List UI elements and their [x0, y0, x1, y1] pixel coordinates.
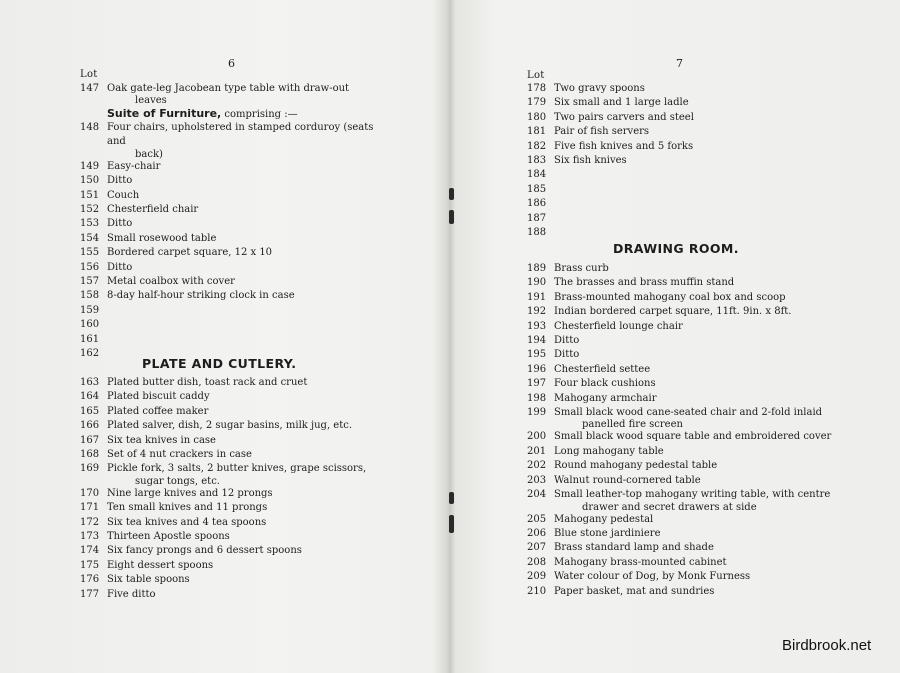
- lot-text: Couch: [107, 189, 140, 201]
- lot-text: Brass-mounted mahogany coal box and scoop: [554, 291, 786, 303]
- lot-number: 171: [80, 502, 100, 514]
- lot-description: [107, 318, 386, 332]
- lot-text: Mahogany armchair: [554, 392, 657, 404]
- lot-row: [527, 96, 845, 110]
- lot-row: [80, 121, 386, 160]
- lot-number: 149: [80, 160, 100, 172]
- lot-text: 8-day half-hour striking clock in case: [107, 290, 295, 302]
- lot-text: Chesterfield settee: [554, 363, 651, 375]
- lot-text: Chesterfield chair: [107, 204, 199, 216]
- lot-number: 197: [527, 378, 547, 390]
- section-heading-drawing-room: DRAWING ROOM.: [613, 241, 739, 256]
- lot-text: Five ditto: [107, 588, 156, 600]
- lot-text: Two pairs carvers and steel: [554, 111, 694, 123]
- lot-row: [527, 541, 845, 555]
- lot-description: [554, 474, 845, 488]
- lot-text: Four black cushions: [554, 378, 656, 390]
- lot-column-header: Lot: [80, 69, 98, 80]
- lot-text: Chesterfield lounge chair: [554, 320, 683, 332]
- lot-number: 175: [80, 559, 100, 571]
- lot-number: 188: [527, 227, 547, 239]
- lot-row: [527, 348, 845, 362]
- lot-row: [80, 530, 386, 544]
- lot-description: [107, 405, 386, 419]
- lot-description: [107, 217, 386, 231]
- lot-column-header: Lot: [527, 70, 545, 81]
- lot-description: [554, 377, 845, 391]
- lot-row: [527, 363, 845, 377]
- lot-description: [554, 320, 845, 334]
- lot-number: 208: [527, 556, 547, 568]
- page-number: 7: [676, 57, 683, 70]
- lot-row: [80, 462, 386, 486]
- lot-number: 209: [527, 571, 547, 583]
- lot-text: Six table spoons: [107, 574, 190, 586]
- lot-row: [527, 212, 845, 226]
- lot-row: [527, 320, 845, 334]
- lot-text: Pair of fish servers: [554, 126, 650, 138]
- lot-description: [107, 376, 386, 390]
- lot-row: [80, 559, 386, 573]
- lot-number: 182: [527, 140, 547, 152]
- lot-number: 180: [527, 111, 547, 123]
- lot-description: [554, 445, 845, 459]
- lot-row: [80, 448, 386, 462]
- lot-number: 157: [80, 276, 100, 288]
- lot-text: Mahogany brass-mounted cabinet: [554, 556, 727, 568]
- lot-number: 158: [80, 290, 100, 302]
- lot-description: [107, 203, 386, 217]
- lot-row: [527, 585, 845, 599]
- lot-text: Set of 4 nut crackers in case: [107, 449, 252, 461]
- lot-number: 193: [527, 320, 547, 332]
- lot-row: [80, 544, 386, 558]
- lot-number: 201: [527, 445, 547, 457]
- lot-text: Small black wood cane-seated chair and 2-fold inlaid: [554, 407, 823, 419]
- lot-number: 170: [80, 487, 100, 499]
- lot-text: Bordered carpet square, 12 x 10: [107, 247, 273, 259]
- lot-number: 160: [80, 319, 100, 331]
- lot-number: 159: [80, 304, 100, 316]
- lot-description: [554, 291, 845, 305]
- lot-number: 168: [80, 449, 100, 461]
- lot-text: Six tea knives and 4 tea spoons: [107, 516, 267, 528]
- lot-row: [80, 203, 386, 217]
- lot-text-continuation: leaves: [135, 95, 167, 107]
- lot-row: [527, 430, 845, 444]
- lot-description: [107, 559, 386, 573]
- lot-description: [107, 275, 386, 289]
- lot-text: Paper basket, mat and sundries: [554, 585, 715, 597]
- lot-number: 200: [527, 431, 547, 443]
- lot-description: [554, 348, 845, 362]
- lot-row: [527, 377, 845, 391]
- lot-description: [554, 226, 845, 240]
- lot-row: [80, 275, 386, 289]
- lot-text: Water colour of Dog, by Monk Furness: [554, 571, 751, 583]
- lot-text: Plated butter dish, toast rack and cruet: [107, 377, 308, 388]
- lot-number: 187: [527, 212, 547, 224]
- lot-row: [527, 406, 845, 430]
- lot-number: 190: [527, 277, 547, 289]
- lot-row: [527, 305, 845, 319]
- lot-row: [80, 261, 386, 275]
- lot-text: Round mahogany pedestal table: [554, 460, 718, 472]
- lot-number: 178: [527, 83, 547, 94]
- lot-row: [527, 140, 845, 154]
- lot-list-top: [80, 82, 386, 106]
- lot-number: 179: [527, 97, 547, 109]
- lot-row: [527, 570, 845, 584]
- lot-number: 173: [80, 531, 100, 543]
- lot-number: 206: [527, 527, 547, 539]
- lot-row: [80, 434, 386, 448]
- lot-description: [554, 392, 845, 406]
- lot-number: 151: [80, 189, 100, 201]
- lot-description: [107, 419, 386, 433]
- lot-description: [554, 262, 845, 276]
- lot-text: Ditto: [554, 349, 580, 361]
- lot-text: Small leather-top mahogany writing table, with centre: [554, 489, 831, 501]
- lot-text: Easy-chair: [107, 160, 161, 172]
- lot-number: 210: [527, 585, 547, 597]
- lot-description: [554, 556, 845, 570]
- lot-description: [554, 363, 845, 377]
- lot-text: Brass standard lamp and shade: [554, 542, 714, 554]
- lot-description: [107, 487, 386, 501]
- lot-description: [107, 333, 386, 347]
- lot-row: [527, 474, 845, 488]
- lot-description: [554, 488, 845, 512]
- lot-number: 199: [527, 407, 547, 419]
- lot-row: [80, 419, 386, 433]
- lot-list-bottom: [527, 262, 845, 599]
- lot-row: [527, 513, 845, 527]
- lot-number: 205: [527, 513, 547, 525]
- lot-description: [554, 585, 845, 599]
- lot-number: 198: [527, 392, 547, 404]
- watermark: Birdbrook.net: [782, 637, 872, 654]
- lot-row: [527, 445, 845, 459]
- lot-text: Long mahogany table: [554, 445, 664, 457]
- lot-text: Mahogany pedestal: [554, 513, 654, 525]
- lot-description: [107, 289, 386, 303]
- lot-number: 191: [527, 291, 547, 303]
- lot-text: Plated salver, dish, 2 sugar basins, milk jug, etc.: [107, 420, 353, 432]
- lot-number: 184: [527, 169, 547, 181]
- lot-description: [554, 183, 845, 197]
- lot-row: [80, 516, 386, 530]
- lot-number: 156: [80, 261, 100, 273]
- lot-list-top: [527, 82, 845, 240]
- lot-number: 162: [80, 348, 100, 360]
- lot-row: [527, 111, 845, 125]
- lot-row: [527, 527, 845, 541]
- lot-row: [527, 125, 845, 139]
- lot-description: [107, 573, 386, 587]
- suite-title: Suite of Furniture,: [107, 107, 222, 120]
- lot-list-mid: [80, 121, 386, 362]
- lot-row: [80, 588, 386, 602]
- lot-row: [80, 160, 386, 174]
- lot-row: [80, 304, 386, 318]
- lot-number: 183: [527, 155, 547, 167]
- lot-number: 174: [80, 545, 100, 557]
- lot-description: [107, 448, 386, 462]
- lot-row: [527, 291, 845, 305]
- lot-number: 176: [80, 574, 100, 586]
- lot-text: Six tea knives in case: [107, 434, 216, 446]
- lot-description: [107, 501, 386, 515]
- lot-description: [107, 261, 386, 275]
- right-page: [451, 0, 900, 673]
- lot-number: 194: [527, 335, 547, 347]
- left-page: [0, 0, 449, 673]
- lot-text: Small black wood square table and embroidered cover: [554, 431, 832, 443]
- lot-number: 181: [527, 126, 547, 138]
- lot-row: [527, 168, 845, 182]
- lot-description: [107, 246, 386, 260]
- lot-row: [80, 487, 386, 501]
- lot-description: [554, 334, 845, 348]
- lot-text: Four chairs, upholstered in stamped corduroy (seats and: [107, 122, 374, 148]
- lot-description: [554, 96, 845, 110]
- lot-number: 163: [80, 377, 100, 388]
- lot-row: [527, 556, 845, 570]
- lot-row: [527, 459, 845, 473]
- lot-number: 172: [80, 516, 100, 528]
- lot-row: [527, 334, 845, 348]
- lot-text: Six small and 1 large ladle: [554, 97, 689, 109]
- lot-description: [554, 430, 845, 444]
- lot-description: [107, 588, 386, 602]
- lot-description: [107, 434, 386, 448]
- lot-description: [107, 304, 386, 318]
- lot-description: [554, 406, 845, 430]
- lot-number: 169: [80, 463, 100, 475]
- lot-description: [107, 174, 386, 188]
- lot-number: 154: [80, 232, 100, 244]
- lot-text: Walnut round-cornered table: [554, 474, 701, 486]
- lot-row: [527, 226, 845, 240]
- lot-row: [527, 262, 845, 276]
- lot-text: Oak gate-leg Jacobean type table with draw-out: [107, 83, 350, 94]
- lot-text: Ditto: [107, 261, 133, 273]
- lot-description: [554, 527, 845, 541]
- lot-description: [554, 305, 845, 319]
- lot-number: 167: [80, 434, 100, 446]
- lot-description: [107, 462, 386, 486]
- lot-row: [80, 390, 386, 404]
- lot-number: 195: [527, 349, 547, 361]
- lot-text-continuation: drawer and secret drawers at side: [582, 501, 757, 513]
- lot-description: [107, 232, 386, 246]
- lot-text: Plated coffee maker: [107, 405, 209, 417]
- lot-number: 189: [527, 263, 547, 274]
- lot-description: [107, 516, 386, 530]
- lot-number: 155: [80, 247, 100, 259]
- lot-description: [554, 212, 845, 226]
- lot-text: Blue stone jardiniere: [554, 527, 661, 539]
- lot-text: Five fish knives and 5 forks: [554, 140, 694, 152]
- lot-row: [80, 501, 386, 515]
- lot-description: [554, 82, 845, 96]
- page-number: 6: [228, 57, 235, 70]
- lot-description: [554, 570, 845, 584]
- lot-row: [527, 82, 845, 96]
- lot-description: [107, 544, 386, 558]
- lot-number: 164: [80, 391, 100, 403]
- lot-description: [554, 513, 845, 527]
- lot-row: [80, 232, 386, 246]
- lot-text: Brass curb: [554, 263, 609, 274]
- lot-row: [80, 289, 386, 303]
- lot-number: 202: [527, 460, 547, 472]
- lot-description: [554, 168, 845, 182]
- lot-text: Nine large knives and 12 prongs: [107, 487, 273, 499]
- lot-text: Pickle fork, 3 salts, 2 butter knives, grape scissors,: [107, 463, 367, 475]
- lot-description: [107, 82, 386, 106]
- lot-description: [554, 140, 845, 154]
- lot-row: [80, 189, 386, 203]
- lot-text: Indian bordered carpet square, 11ft. 9in. x 8ft.: [554, 306, 792, 318]
- lot-number: 192: [527, 306, 547, 318]
- lot-description: [107, 121, 386, 160]
- lot-description: [554, 197, 845, 211]
- lot-description: [554, 541, 845, 555]
- lot-number: 148: [80, 122, 100, 133]
- section-heading-plate-cutlery: PLATE AND CUTLERY.: [142, 356, 297, 371]
- lot-row: [527, 276, 845, 290]
- lot-text: Ditto: [107, 175, 133, 187]
- lot-text: Small rosewood table: [107, 232, 217, 244]
- lot-number: 166: [80, 420, 100, 432]
- lot-text: Six fancy prongs and 6 dessert spoons: [107, 545, 302, 557]
- lot-text: The brasses and brass muffin stand: [554, 277, 735, 289]
- lot-row: [80, 318, 386, 332]
- lot-row: [80, 217, 386, 231]
- lot-number: 196: [527, 363, 547, 375]
- lot-row: [80, 246, 386, 260]
- lot-number: 152: [80, 204, 100, 216]
- lot-number: 177: [80, 588, 100, 600]
- lot-row: [527, 392, 845, 406]
- suite-suffix: comprising :—: [221, 109, 298, 120]
- lot-text-continuation: panelled fire screen: [582, 419, 683, 431]
- lot-description: [107, 390, 386, 404]
- lot-text-continuation: back): [135, 148, 163, 160]
- lot-row: [80, 82, 386, 106]
- lot-number: 207: [527, 542, 547, 554]
- lot-number: 165: [80, 405, 100, 417]
- lot-description: [107, 160, 386, 174]
- lot-text: Ditto: [107, 218, 133, 230]
- lot-row: [527, 183, 845, 197]
- lot-row: [80, 376, 386, 390]
- lot-text-continuation: sugar tongs, etc.: [135, 475, 220, 487]
- lot-text: Thirteen Apostle spoons: [107, 531, 230, 543]
- lot-description: [554, 276, 845, 290]
- lot-number: 147: [80, 83, 100, 94]
- lot-text: Ditto: [554, 335, 580, 347]
- lot-row: [80, 174, 386, 188]
- lot-row: [527, 488, 845, 512]
- lot-text: Ten small knives and 11 prongs: [107, 502, 268, 514]
- lot-row: [527, 197, 845, 211]
- lot-row: [80, 573, 386, 587]
- lot-number: 161: [80, 333, 100, 345]
- lot-list-bottom: [80, 376, 386, 602]
- lot-row: [80, 333, 386, 347]
- lot-text: Eight dessert spoons: [107, 559, 214, 571]
- lot-text: Two gravy spoons: [554, 83, 645, 94]
- lot-text: Plated biscuit caddy: [107, 391, 210, 403]
- lot-description: [554, 125, 845, 139]
- lot-text: Metal coalbox with cover: [107, 276, 235, 288]
- lot-number: 204: [527, 489, 547, 501]
- lot-number: 186: [527, 198, 547, 210]
- lot-description: [107, 189, 386, 203]
- lot-number: 153: [80, 218, 100, 230]
- lot-text: Six fish knives: [554, 155, 627, 167]
- lot-row: [80, 405, 386, 419]
- lot-number: 150: [80, 175, 100, 187]
- lot-description: [107, 530, 386, 544]
- lot-description: [554, 111, 845, 125]
- lot-row: [527, 154, 845, 168]
- lot-number: 203: [527, 474, 547, 486]
- lot-description: [554, 459, 845, 473]
- lot-number: 185: [527, 183, 547, 195]
- lot-description: [554, 154, 845, 168]
